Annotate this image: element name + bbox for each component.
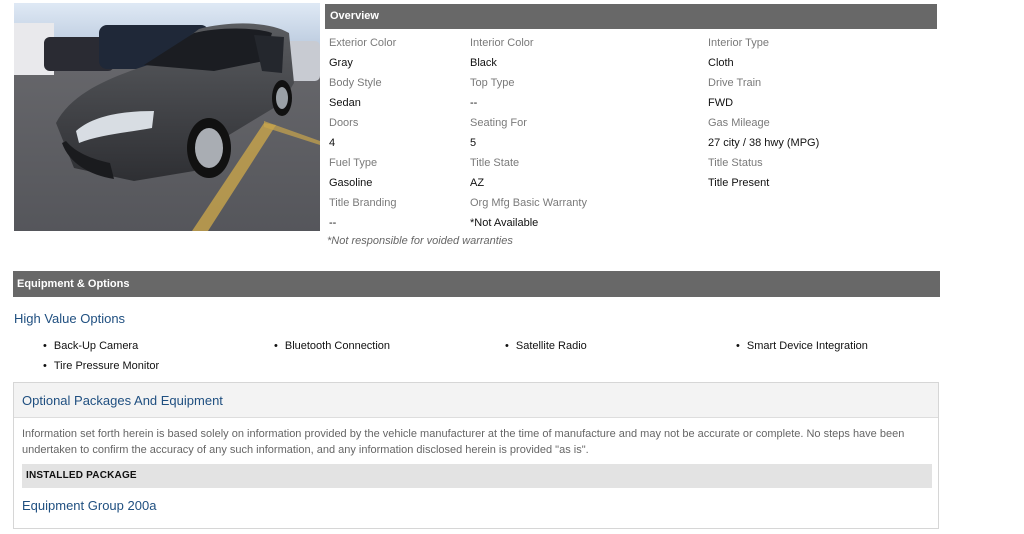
spec-label: Seating For bbox=[470, 117, 527, 129]
spec-label: Title Status bbox=[708, 157, 763, 169]
spec-value: Sedan bbox=[329, 97, 361, 109]
equipment-header: Equipment & Options bbox=[13, 271, 940, 297]
option-item: • Smart Device Integration bbox=[736, 340, 868, 352]
installed-package-label: INSTALLED PACKAGE bbox=[26, 470, 137, 481]
spec-value: Cloth bbox=[708, 57, 734, 69]
spec-value: AZ bbox=[470, 177, 485, 189]
high-value-options-title: High Value Options bbox=[14, 311, 126, 326]
optional-packages-title[interactable]: Optional Packages And Equipment bbox=[22, 393, 223, 408]
manufacturer-disclaimer: Information set forth herein is based solely on information provided by the vehicle manufacturer at the time of manufacture and may not be accurate or complete. No steps have been undertaken to confirm the accuracy of any such information, and any information disclosed herein is provided "as is". bbox=[22, 428, 905, 456]
spec-value: Title Present bbox=[708, 177, 770, 189]
spec-label: Body Style bbox=[329, 77, 382, 89]
spec-value: *Not Available bbox=[470, 217, 539, 229]
option-item: • Satellite Radio bbox=[505, 340, 587, 352]
spec-value: FWD bbox=[708, 97, 734, 109]
option-item: • Bluetooth Connection bbox=[274, 340, 390, 352]
spec-value: Gray bbox=[329, 57, 353, 69]
installed-package-bar bbox=[22, 464, 932, 488]
spec-label: Doors bbox=[329, 117, 359, 129]
overview-header: Overview bbox=[325, 4, 937, 29]
package-name-link[interactable]: Equipment Group 200a bbox=[22, 498, 157, 513]
spec-label: Title Branding bbox=[329, 197, 397, 209]
optional-packages-panel bbox=[13, 382, 939, 529]
spec-label: Gas Mileage bbox=[708, 117, 770, 129]
spec-value: Black bbox=[470, 57, 497, 69]
spec-label: Interior Type bbox=[708, 37, 769, 49]
spec-value: 5 bbox=[470, 137, 477, 149]
spec-label: Exterior Color bbox=[329, 37, 397, 49]
spec-value: -- bbox=[470, 97, 478, 109]
spec-label: Interior Color bbox=[470, 37, 534, 49]
warranty-note: *Not responsible for voided warranties bbox=[327, 235, 513, 247]
option-item: • Tire Pressure Monitor bbox=[43, 360, 159, 372]
spec-label: Fuel Type bbox=[329, 157, 378, 169]
optional-packages-header[interactable] bbox=[14, 383, 938, 418]
spec-value: 4 bbox=[329, 137, 336, 149]
spec-label: Top Type bbox=[470, 77, 515, 89]
spec-label: Title State bbox=[470, 157, 520, 169]
vehicle-photo[interactable] bbox=[14, 3, 320, 231]
spec-label: Org Mfg Basic Warranty bbox=[470, 197, 587, 209]
option-item: • Back-Up Camera bbox=[43, 340, 138, 352]
spec-value: -- bbox=[329, 217, 337, 229]
spec-value: Gasoline bbox=[329, 177, 373, 189]
car-image bbox=[14, 3, 320, 231]
spec-label: Drive Train bbox=[708, 77, 762, 89]
spec-value: 27 city / 38 hwy (MPG) bbox=[708, 137, 820, 149]
